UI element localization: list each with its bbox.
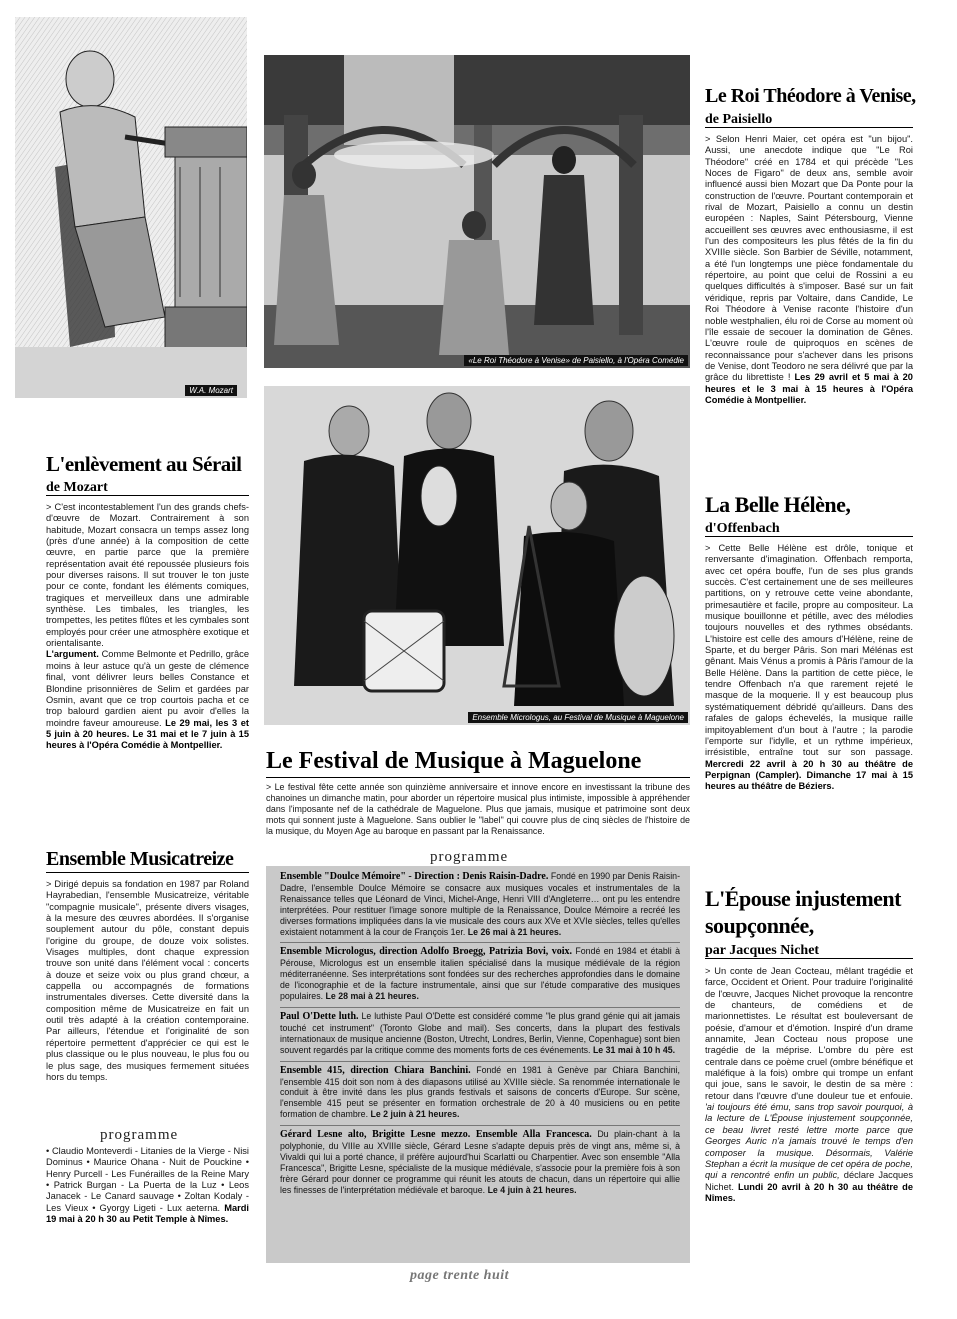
roi-rule <box>705 127 913 128</box>
programme-item-text: Du plain-chant à la polyphonie, du VIIIe au XVIIIe siècle, Gérard Lesne s'adapte depuis près de vingt ans, même si, à Vivaldi qui lui a porté chance, il préfère aujourd'hui Scarlatti ou Charpentier. Avec son ensemble "Alla Francesca", Brigitte Lesne, spécialiste de la musique médiévale, s'associe pour la première fois à son frère Gérard pour donner ce programme qui réunit les atouts de chacun, dans un répertoire qui allie les finesses de l'interprétation médiévale et baroque. <box>280 1129 680 1195</box>
musicatreize-programme <box>46 1146 249 1271</box>
programme-item <box>280 868 680 943</box>
argument-text: Comme Belmonte et Pedrillo, grâce moins à leur astuce qu'à un geste de clémence final, vont délivrer leurs belles Constance et Blondine prisonnières de Selim et gardées par Osmin, avant que ce trop courtois pacha et ce trop balourd gardien aient pu avoir d'elles la moindre faveur amoureuse. <box>46 649 249 728</box>
festival-title: Le Festival de Musique à Maguelone <box>266 748 642 774</box>
programme-item-name: Gérard Lesne alto, Brigitte Lesne mezzo. Ensemble Alla Francesca. <box>280 1129 592 1141</box>
mozart-caption: W.A. Mozart <box>185 385 237 396</box>
programme-item-text: Fondé en 1981 à Genève par Chiara Banchini, l'ensemble 415 doit son nom à des diapasons utilisé au XVIIIe siècle. Sa renommée internationale le conduit à être invité dans les plus grands festivals et saisons de concerts d'Europe. Sur scène, l'ensemble 415 peut se présenter en formation orchestrale de 20 à 40 musiciens ou en petite formation de chambre. <box>280 1064 680 1120</box>
roi-subtitle: de Paisiello <box>705 112 773 127</box>
helene-dates: Mercredi 22 avril à 20 h 30 au théâtre de Perpignan (Campler). Dimanche 17 mai à 15 heures au théâtre de Béziers. <box>705 758 913 792</box>
musicatreize-body <box>46 879 249 1124</box>
musicatreize-paragraph: > Dirigé depuis sa fondation en 1987 par Roland Hayrabedian, l'ensemble Musicatreize, véritable "compagnie musicale", présente divers visages, à la mesure des œuvres abordées. Il s'organise souplement autour du pôle, constant depuis l'origine du groupe, de douze voix solistes. Visages multiples, dont chaque expression trouve son unité dans l'élément vocal : concerts à douze et seize voix ou plus grand chœur, a cappella ou accompagnés de formations instrumentales diverses. Cette diversité dans la composition même de Musicatreize en fait un outil très adapté à la création contemporaine. Par ailleurs, l'étendue et l'originalité de son répertoire permettent d'apprécier ce qui est le plus classique ou le plus nouveau, le plus fou ou le plus sage, des musiques fermement situées hors du temps. <box>46 879 249 1082</box>
roi-dates: Les 29 avril et 5 mai à 20 heures et le 3 mai à 15 heures à l'Opéra Comédie à Montpellier. <box>705 372 913 405</box>
programme-item-date: Le 4 juin à 21 heures. <box>487 1184 577 1195</box>
programme-item-name: Ensemble Micrologus, direction Adolfo Broegg, Patrizia Bovi, voix. <box>280 946 572 958</box>
festival-intro <box>266 782 690 852</box>
programme-item-date: Le 28 mai à 21 heures. <box>325 991 419 1002</box>
programme-item <box>280 1062 680 1127</box>
roi-paragraph: > Selon Henri Maier, cet opéra est "un bijou". Aussi, une anecdote indique que "Le Roi Théodore" créé en 1784 et qui précède "Les Noces de Figaro" de deux ans, semble avoir influencé aussi bien Mozart que Da Ponte pour la construction de l'œuvre. Pourtant contemporain et rival de Mozart, Paisiello a connu un destin européen : Naples, Saint Pétersbourg, Vienne accueillent ses œuvres avec enthousiasme, il est l'un des compositeurs les plus fêtés de la fin du XVIIIe siècle. Son Barbier de Séville, notamment, a été l'un longtemps une pièce fondamentale du répertoire, au point que celui de Rossini a eu quelques difficultés à s'imposer. Basé sur un fait véridique, repris par Voltaire, dans Candide, Le Roi Théodore à Venise raconte l'histoire d'un noble westphalien, élu roi de Corse au moment où l'île essaie de secouer la domination de Gênes. L'œuvre roule de quiproquos en scènes de reconnaissance pour s'achever dans les prisons de Venise, dont Teodoro ne sera délivré que par la grâce du librettiste ! <box>705 134 913 383</box>
ensemble-photo <box>264 386 690 725</box>
helene-title: La Belle Hélène, <box>705 492 851 517</box>
epouse-dates: Lundi 20 avril à 20 h 30 au théâtre de Nîmes. <box>705 1181 913 1203</box>
roi-body <box>705 134 913 474</box>
programme-item-name: Ensemble "Doulce Mémoire" - Direction : Denis Raisin-Dadre. <box>280 871 549 882</box>
serail-subtitle: de Mozart <box>46 480 108 495</box>
serail-dates: Le 29 mai, les 3 et 5 juin à 20 heures. Le 31 mai et le 7 juin à 15 heures à l'Opéra Comédie à Montpellier. <box>46 717 250 751</box>
festival-programme-list <box>280 868 680 1201</box>
programme-item-text: Fondé en 1990 par Denis Raisin-Dadre, l'ensemble Doulce Mémoire se consacre aux musiques vocales et instrumentales de la Renaissance telles que Léonard de Vinci, Michel-Ange, Henri VIII d'Angleterre… ont pu les entendre interprétées. Pour restituer l'image sonore multiple de la Renaissance, Doulce Mémoire a recréé les diverses formations impliquées dans la vie musicale des cours aux XVe et XVIe siècles, telles qu'elles existaient notamment à la cour de François 1er. <box>280 871 680 937</box>
roi-title: Le Roi Théodore à Venise, <box>705 85 916 107</box>
festival-rule <box>266 777 690 778</box>
programme-item <box>280 1008 680 1062</box>
mozart-engraving <box>15 17 247 398</box>
programme-item-date: Le 2 juin à 21 heures. <box>370 1109 460 1120</box>
epouse-quote: 'ai toujours été ému, sans trop savoir pourquoi, à la lecture de L'Épouse injustement soupçonnée, ce beau livret resté lettre morte parce que Georges Auric n'a jamais trouvé le temps d'en composer la musique. Désormais, Valérie Stephan a écrit la musique de cet opéra de poche, qui a rencontré enfin un public, <box>705 1102 913 1181</box>
opera-caption: «Le Roi Théodore à Venise» de Paisiello, à l'Opéra Comédie <box>464 355 688 366</box>
epouse-title-line1: L'Épouse injustement <box>705 886 901 911</box>
serail-paragraph: > C'est incontestablement l'un des grands chefs-d'œuvre de Mozart. Contrairement à son habitude, Mozart consacra un temps assez long (près d'une année) à la composition de cette œuvre, en partie parce que la première représentation avait été repoussée plusieurs fois pour diverses raisons. Il sut trouver le ton juste pour ce conte, fondant les éléments comiques, tragiques et merveilleux dans une admirable synthèse. Les timbales, les triangles, les trompettes, les petites flûtes et les cymbales sont employés pour créer une atmosphère exotique et orientalisante. <box>46 502 249 649</box>
serail-title: L'enlèvement au Sérail <box>46 452 242 476</box>
opera-photo <box>264 55 690 368</box>
programme-item-text: Le luthiste Paul O'Dette est considéré comme "le plus grand génie qui ait jamais touché cet instrument" (Toronto Globe and mail). Ses concerts, dans la plupart des festivals internationaux de musique ancienne (Boston, Utrecht, Londres, Berlin, Vienne, Copenhague) sont bien souvent regardés par la critique comme des moments forts de ces événements. <box>280 1010 680 1055</box>
epouse-body <box>705 966 913 1276</box>
epouse-title-line2: soupçonnée, <box>705 913 814 938</box>
programme-item <box>280 943 680 1008</box>
helene-paragraph: > Cette Belle Hélène est drôle, tonique et renversante d'imagination. Offenbach remporta, avec cet opéra bouffe, l'un de ses plus grands succès. C'est certainement une de ses meilleures partitions, on y retrouve cette veine abondante, primesautière et facile, propre au compositeur. La musique bouillonne et pétille, avec des mélodies toujours nouvelles et des rythmes obsédants. L'histoire est celle des amours d'Hélène, reine de Sparte, et du berger Pâris. Son mari Mélénas est gênant. Mais Vénus a promis à Pâris l'amour de la Belle Hélène. Dans la partition de cette pièce, le tendre Offenbach n'a que rarement rejeté le masque de la moquerie. Il y est beaucoup plus systématiquement débridé qu'ailleurs. Dans des rafales de galops échevelés, la musique raille impitoyablement d'un bout à l'autre ; la parodie l'emporte sur l'idylle, et un rythme impérieux, irrésistible, entraîne tout sur son passage. <box>705 543 913 758</box>
helene-rule <box>705 536 913 537</box>
epouse-rule <box>705 958 913 959</box>
programme-item-name: Ensemble 415, direction Chiara Banchini. <box>280 1064 471 1076</box>
serail-rule <box>46 495 249 496</box>
festival-programme-box <box>266 866 690 1263</box>
epouse-quote-end: déclare Jacques Nichet. <box>705 1170 913 1192</box>
festival-programme-label: programme <box>430 849 509 865</box>
argument-label: L'argument. <box>46 649 99 660</box>
epouse-paragraph: > Un conte de Jean Cocteau, mêlant tragédie et farce, Occident et Orient. Pour traduire l'originalité de l'œuvre, Jacques Nichet provoque la rencontre de chanteurs, de comédiens et de marionnettistes. Le résultat est bouleversant de poésie, d'amour et d'émotion. Inspiré d'un drame annamite, Jean Cocteau nous propose une tragédie de la méprise. L'ombre du père est centrale dans ce poème cruel (ombre bénéfique et maléfique à la fois) ombre qui trompe un enfant qui joue, sans le savoir, le destin de sa mère : retour dans l'œuvre d'une douleur tue et enfouie. <box>705 966 913 1101</box>
programme-item-date: Le 26 mai à 21 heures. <box>467 926 562 937</box>
ensemble-caption: Ensemble Micrologus, au Festival de Musique à Maguelone <box>468 712 688 723</box>
musicatreize-dates: Mardi 19 mai à 20 h 30 au Petit Temple à Nîmes. <box>46 1202 249 1225</box>
programme-item-date: Le 31 mai à 10 h 45. <box>592 1044 676 1055</box>
serail-body <box>46 502 249 822</box>
serail-argument <box>46 649 249 751</box>
musicatreize-title: Ensemble Musicatreize <box>46 848 234 870</box>
helene-body <box>705 543 913 873</box>
musicatreize-programme-list: • Claudio Monteverdi - Litanies de la Vierge - Nisi Dominus • Maurice Ohana - Nuit de Pouckine • Henry Purcell - Les Funérailles de la Reine Mary • Patrick Burgan - La Puerta de la Luz • Leos Janacek - Le Canard sauvage • Zoltan Kodaly - Les Vieux • Gyorgy Ligeti - Lux aeterna. <box>46 1146 249 1213</box>
musicatreize-programme-label: programme <box>100 1127 179 1143</box>
helene-subtitle: d'Offenbach <box>705 521 780 536</box>
epouse-subtitle: par Jacques Nichet <box>705 943 820 958</box>
festival-intro-text: > Le festival fête cette année son quinzième anniversaire et innove encore en investissant la tribune des chanoines un dimanche matin, pour aborder un répertoire musical plus intimiste, impossible à appréhender dans l'imposante nef de la cathédrale de Maguelone. Plus que jamais, musique et patrimoine sont deux mots qui sonnent juste à Maguelone. Sans oublier le "label" qui couvre plus de cinq siècles de l'histoire de la musique, du Moyen Age au baroque en passant par la Renaissance. <box>266 782 690 836</box>
programme-item-text: Fondé en 1984 et établi à Pérouse, Micrologus est un ensemble italien spécialisé dans la musique médiévale de la région méditerranéenne. Ses interprétations sont fondées sur des recherches approfondies dans le domaine de l'iconographie et de la facture instrumentale, ainsi que sur l'étude comparative des musiques populaires. <box>280 946 680 1002</box>
programme-item-name: Paul O'Dette luth. <box>280 1010 359 1022</box>
page-footer: page trente huit <box>410 1268 510 1283</box>
musicatreize-rule <box>46 872 249 873</box>
programme-item <box>280 1126 680 1200</box>
